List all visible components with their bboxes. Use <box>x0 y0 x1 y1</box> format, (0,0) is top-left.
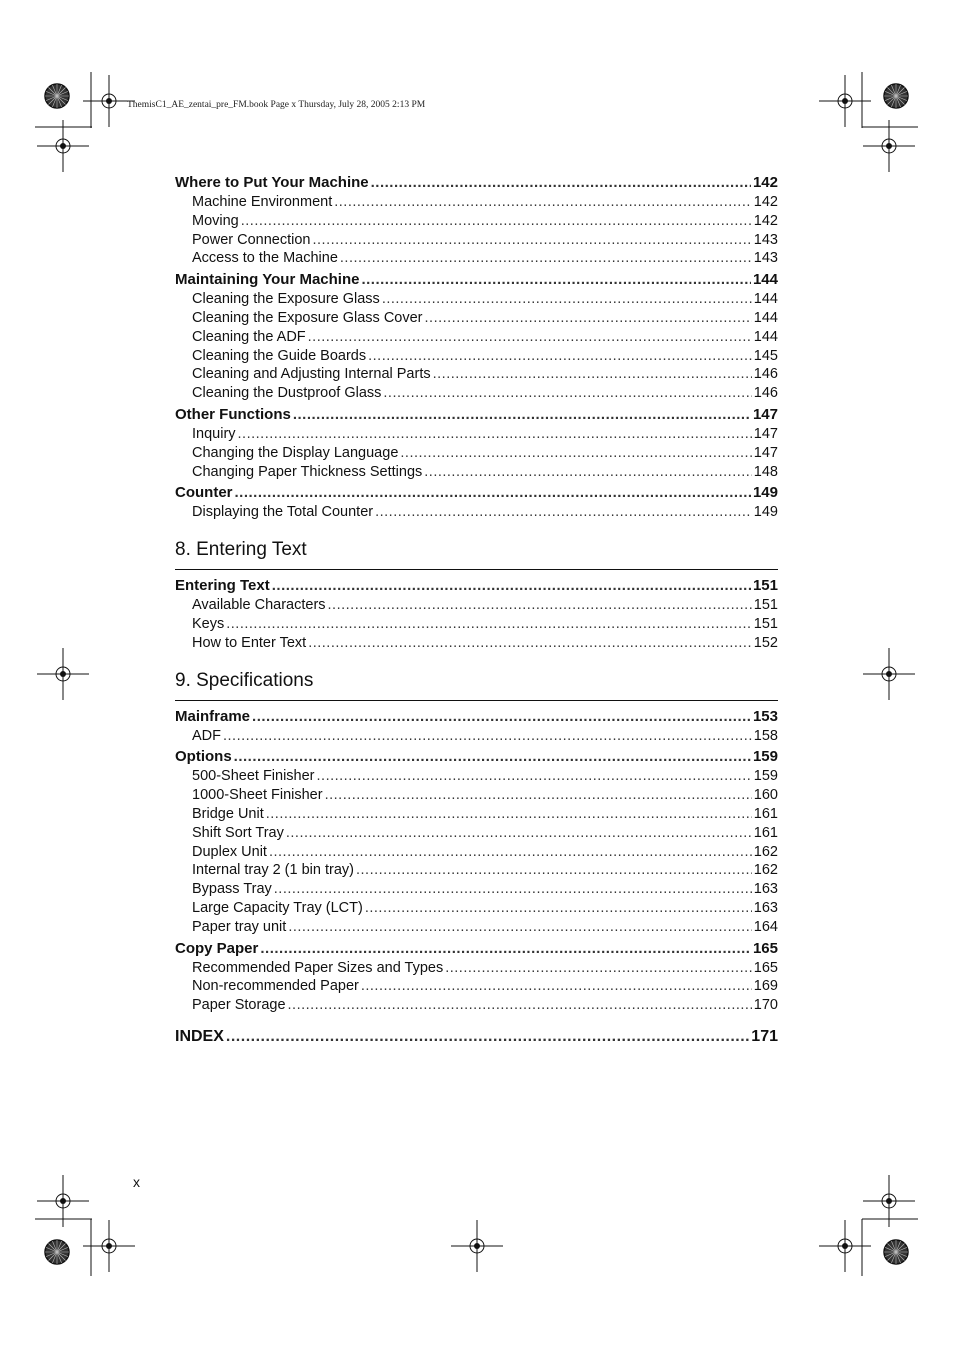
toc-entry-page: 152 <box>753 634 778 651</box>
leader-dots <box>365 899 752 918</box>
chapter-heading-9: 9. Specifications <box>175 669 778 701</box>
leader-dots <box>274 880 752 899</box>
leader-dots <box>252 706 751 727</box>
leader-dots <box>223 727 752 746</box>
toc-entry-title: Mainframe <box>175 707 251 725</box>
leader-dots <box>288 996 752 1015</box>
toc-entry-title: How to Enter Text <box>192 634 307 651</box>
leader-dots <box>241 212 752 231</box>
crosshair-mark-top-right-2 <box>863 120 915 172</box>
crosshair-mark-mid-right <box>863 648 915 700</box>
toc-entry-page: 144 <box>753 328 778 345</box>
toc-subsection-entry[interactable] <box>175 596 778 615</box>
wheel-mark-top-right <box>884 84 908 108</box>
toc-section-7-continued <box>175 172 778 522</box>
toc-section-entry[interactable] <box>175 482 778 503</box>
leader-dots <box>340 249 752 268</box>
leader-dots <box>334 193 752 212</box>
toc-entry-page: 145 <box>753 347 778 364</box>
crosshair-mark-top-left-2 <box>37 120 89 172</box>
toc-entry-title: Other Functions <box>175 405 291 423</box>
table-of-contents <box>175 172 778 1049</box>
leader-dots <box>226 1025 749 1049</box>
crosshair-mark-top-right-1 <box>819 75 871 127</box>
toc-entry-title: Maintaining Your Machine <box>175 271 360 289</box>
wheel-mark-bottom-left <box>45 1240 69 1264</box>
leader-dots <box>238 425 752 444</box>
leader-dots <box>308 634 752 653</box>
toc-entry-title: Shift Sort Tray <box>192 824 284 841</box>
toc-entry-page: 144 <box>752 271 778 289</box>
leader-dots <box>234 746 751 767</box>
toc-entry-page: 164 <box>753 918 778 935</box>
toc-entry-title: Entering Text <box>175 577 270 595</box>
leader-dots <box>235 482 751 503</box>
leader-dots <box>361 269 751 290</box>
toc-entry-page: 146 <box>753 385 778 402</box>
toc-entry-title: Large Capacity Tray (LCT) <box>192 899 363 916</box>
leader-dots <box>325 786 752 805</box>
leader-dots <box>383 384 751 403</box>
toc-entry-page: 147 <box>752 405 778 423</box>
toc-entry-title: Paper Storage <box>192 997 286 1014</box>
leader-dots <box>272 575 751 596</box>
toc-subsection-entry[interactable] <box>175 328 778 347</box>
toc-entry-page: 170 <box>753 997 778 1014</box>
toc-section-entry[interactable] <box>175 172 778 193</box>
toc-entry-page: 147 <box>753 425 778 442</box>
toc-entry-page: 151 <box>752 577 778 595</box>
toc-subsection-entry[interactable] <box>175 615 778 634</box>
leader-dots <box>371 172 751 193</box>
leader-dots <box>445 959 752 978</box>
leader-dots <box>226 615 752 634</box>
toc-entry-title: Available Characters <box>192 597 326 614</box>
toc-entry-title: Moving <box>192 212 239 229</box>
toc-entry-page: 149 <box>752 484 778 502</box>
toc-subsection-entry[interactable] <box>175 290 778 309</box>
toc-section-entry[interactable] <box>175 938 778 959</box>
toc-entry-title: Inquiry <box>192 425 236 442</box>
leader-dots <box>400 444 751 463</box>
leader-dots <box>286 824 752 843</box>
toc-subsection-entry[interactable] <box>175 880 778 899</box>
toc-entry-page: 143 <box>753 250 778 267</box>
toc-subsection-entry[interactable] <box>175 634 778 653</box>
toc-entry-title: Where to Put Your Machine <box>175 174 369 191</box>
toc-subsection-entry[interactable] <box>175 861 778 880</box>
leader-dots <box>424 463 752 482</box>
toc-entry-page: 171 <box>751 1027 778 1045</box>
toc-entry-page: 146 <box>753 366 778 383</box>
toc-entry-page: 142 <box>753 212 778 229</box>
crosshair-mark-bottom-right-2 <box>819 1220 871 1272</box>
toc-entry-page: 165 <box>752 939 778 957</box>
toc-entry-title: Copy Paper <box>175 939 259 957</box>
leader-dots <box>433 365 752 384</box>
toc-entry-title: Non-recommended Paper <box>192 978 359 995</box>
toc-entry-title: Counter <box>175 484 233 502</box>
leader-dots <box>425 309 752 328</box>
toc-section-entry[interactable] <box>175 404 778 425</box>
toc-subsection-entry[interactable] <box>175 727 778 746</box>
toc-entry-page: 169 <box>753 978 778 995</box>
toc-subsection-entry[interactable] <box>175 425 778 444</box>
toc-subsection-entry[interactable] <box>175 786 778 805</box>
toc-subsection-entry[interactable] <box>175 767 778 786</box>
toc-entry-page: 149 <box>753 504 778 521</box>
toc-section-entry[interactable] <box>175 575 778 596</box>
leader-dots <box>293 404 751 425</box>
toc-entry-page: 144 <box>753 309 778 326</box>
toc-subsection-entry[interactable] <box>175 193 778 212</box>
toc-entry-title: 1000-Sheet Finisher <box>192 787 323 804</box>
toc-entry-title: Cleaning the ADF <box>192 328 306 345</box>
leader-dots <box>356 861 752 880</box>
chapter-heading-8: 8. Entering Text <box>175 538 778 570</box>
toc-subsection-entry[interactable] <box>175 824 778 843</box>
toc-entry-title: Changing the Display Language <box>192 444 399 461</box>
toc-entry-index[interactable] <box>175 1025 778 1049</box>
toc-entry-page: 147 <box>753 444 778 461</box>
toc-subsection-entry[interactable] <box>175 918 778 937</box>
toc-entry-title: Bridge Unit <box>192 805 264 822</box>
toc-entry-title: Displaying the Total Counter <box>192 504 374 521</box>
toc-subsection-entry[interactable] <box>175 463 778 482</box>
leader-dots <box>361 977 752 996</box>
toc-entry-title: Keys <box>192 615 225 632</box>
toc-entry-page: 151 <box>753 597 778 614</box>
toc-subsection-entry[interactable] <box>175 347 778 366</box>
toc-entry-title: Machine Environment <box>192 194 333 210</box>
toc-entry-title: ADF <box>192 727 221 744</box>
toc-entry-page: 162 <box>753 843 778 860</box>
page-number: x <box>133 1174 140 1190</box>
toc-entry-page: 162 <box>753 862 778 879</box>
toc-subsection-entry[interactable] <box>175 249 778 268</box>
leader-dots <box>269 843 752 862</box>
leader-dots <box>368 347 752 366</box>
leader-dots <box>317 767 752 786</box>
toc-subsection-entry[interactable] <box>175 365 778 384</box>
toc-entry-page: 165 <box>753 959 778 976</box>
toc-entry-page: 163 <box>753 881 778 898</box>
toc-entry-page: 160 <box>753 787 778 804</box>
toc-entry-page: 161 <box>753 824 778 841</box>
toc-subsection-entry[interactable] <box>175 977 778 996</box>
toc-entry-title: 500-Sheet Finisher <box>192 768 315 785</box>
toc-subsection-entry[interactable] <box>175 444 778 463</box>
toc-subsection-entry[interactable] <box>175 212 778 231</box>
toc-entry-title: Access to the Machine <box>192 250 338 267</box>
toc-subsection-entry[interactable] <box>175 899 778 918</box>
toc-entry-title: Cleaning the Exposure Glass <box>192 291 380 308</box>
toc-section-entry[interactable] <box>175 706 778 727</box>
toc-entry-page: 163 <box>753 899 778 916</box>
toc-entry-title: Power Connection <box>192 231 311 248</box>
leader-dots <box>328 596 752 615</box>
toc-entry-title: Cleaning and Adjusting Internal Parts <box>192 366 431 383</box>
leader-dots <box>382 290 752 309</box>
leader-dots <box>313 231 752 250</box>
toc-entry-page: 159 <box>753 768 778 785</box>
toc-entry-title: Changing Paper Thickness Settings <box>192 463 423 480</box>
toc-subsection-entry[interactable] <box>175 843 778 862</box>
toc-entry-title: Internal tray 2 (1 bin tray) <box>192 862 354 879</box>
toc-entry-title: Options <box>175 748 232 766</box>
crosshair-mark-mid-left <box>37 648 89 700</box>
toc-chapter-8-entries <box>175 575 778 652</box>
toc-entry-page: 159 <box>752 748 778 766</box>
toc-entry-title: Duplex Unit <box>192 843 267 860</box>
toc-entry-page: 158 <box>753 727 778 744</box>
toc-entry-title: Cleaning the Guide Boards <box>192 347 367 364</box>
toc-entry-title: Bypass Tray <box>192 881 272 898</box>
toc-subsection-entry[interactable] <box>175 231 778 250</box>
crosshair-mark-bottom-center <box>451 1220 503 1272</box>
leader-dots <box>375 503 752 522</box>
leader-dots <box>308 328 752 347</box>
toc-entry-page: 151 <box>753 615 778 632</box>
toc-entry-page: 143 <box>753 231 778 248</box>
toc-entry-title: INDEX <box>175 1027 224 1045</box>
leader-dots <box>266 805 752 824</box>
toc-entry-title: Cleaning the Exposure Glass Cover <box>192 309 423 326</box>
toc-subsection-entry[interactable] <box>175 384 778 403</box>
toc-entry-title: Recommended Paper Sizes and Types <box>192 959 444 976</box>
toc-subsection-entry[interactable] <box>175 959 778 978</box>
toc-entry-title: Paper tray unit <box>192 918 287 935</box>
leader-dots <box>288 918 751 937</box>
toc-section-entry[interactable] <box>175 746 778 767</box>
toc-entry-page: 161 <box>753 805 778 822</box>
toc-entry-page: 148 <box>753 463 778 480</box>
toc-entry-page: 153 <box>752 707 778 725</box>
toc-subsection-entry[interactable] <box>175 996 778 1015</box>
toc-entry-title: Cleaning the Dustproof Glass <box>192 385 382 402</box>
wheel-mark-top-left <box>45 84 69 108</box>
toc-subsection-entry[interactable] <box>175 309 778 328</box>
toc-section-entry[interactable] <box>175 269 778 290</box>
print-file-info: ThemisC1_AE_zentai_pre_FM.book Page x Thursday, July 28, 2005 2:13 PM <box>127 100 426 110</box>
wheel-mark-bottom-right <box>884 1240 908 1264</box>
toc-entry-page: 142 <box>753 194 778 210</box>
leader-dots <box>260 938 751 959</box>
toc-subsection-entry[interactable] <box>175 503 778 522</box>
toc-entry-page: 142 <box>752 174 778 191</box>
toc-entry-page: 144 <box>753 291 778 308</box>
toc-subsection-entry[interactable] <box>175 805 778 824</box>
toc-chapter-9-entries <box>175 706 778 1015</box>
